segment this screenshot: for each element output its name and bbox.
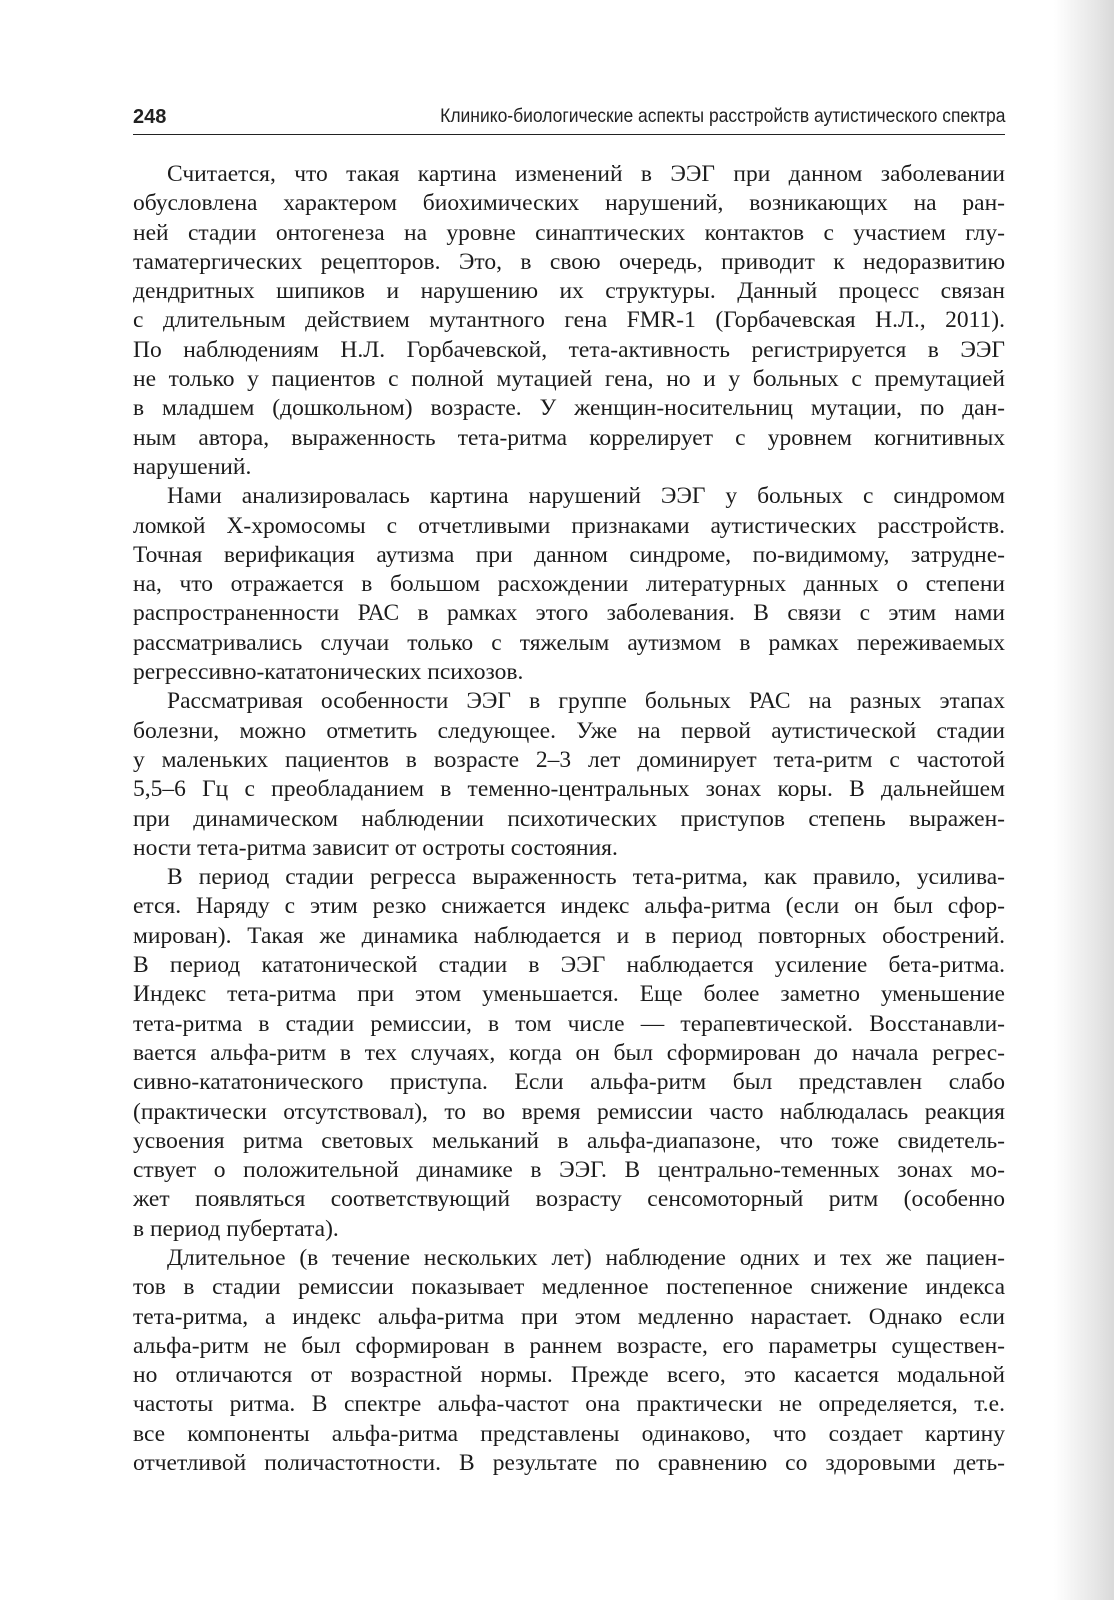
text-line: болезни, можно отметить следующее. Уже на первой аутистической стадии — [133, 717, 1005, 744]
page-number: 248 — [133, 106, 167, 128]
text-line: Считается, что такая картина изменений в ЭЭГ при данном заболевании — [167, 161, 1005, 187]
page-header — [133, 104, 1005, 135]
text-line: усвоения ритма световых мельканий в альфа-диапазоне, что тоже свидетель- — [133, 1127, 1005, 1154]
paragraph — [133, 482, 1005, 687]
text-line: ствует о положительной динамике в ЭЭГ. В центрально-теменных зонах мо- — [133, 1157, 1005, 1184]
page-edge-shadow — [1054, 0, 1114, 1600]
paragraph — [133, 687, 1005, 863]
text-line: Длительное (в течение нескольких лет) наблюдение одних и тех же пациен- — [167, 1244, 1005, 1271]
text-line: Нами анализировалась картина нарушений ЭЭГ у больных с синдромом — [167, 483, 1005, 510]
text-line: ется. Наряду с этим резко снижается индекс альфа-ритма (если он был сфор- — [133, 893, 1005, 920]
text-line: в младшем (дошкольном) возрасте. У женщин-носительниц мутации, по дан- — [133, 395, 1005, 422]
text-line: В период кататонической стадии в ЭЭГ наблюдается усиление бета-ритма. — [133, 952, 1005, 979]
text-line: тета-ритма, а индекс альфа-ритма при этом медленно нарастает. Однако если — [133, 1303, 1005, 1330]
text-line: но отличаются от возрастной нормы. Прежде всего, это касается модальной — [133, 1362, 1005, 1389]
text-line: жет появляться соответствующий возрасту сенсомоторный ритм (особенно — [133, 1186, 1005, 1213]
body-text — [133, 160, 1005, 1478]
text-line: частоты ритма. В спектре альфа-частот она практически не определяется, т.е. — [133, 1391, 1005, 1418]
text-line: все компоненты альфа-ритма представлены одинаково, что создает картину — [133, 1420, 1005, 1447]
text-line: сивно-кататонического приступа. Если альфа-ритм был представлен слабо — [133, 1069, 1005, 1096]
text-line: ней стадии онтогенеза на уровне синаптических контактов с участием глу- — [133, 219, 1005, 246]
text-line: вается альфа-ритм в тех случаях, когда он был сформирован до начала регрес- — [133, 1039, 1005, 1066]
text-line: тета-ритма в стадии ремиссии, в том числе — терапевтической. Восстанавли- — [133, 1010, 1005, 1037]
text-line: мирован). Такая же динамика наблюдается и в период повторных обострений. — [133, 922, 1005, 949]
text-line: нарушений. — [133, 453, 252, 480]
text-line: дендритных шипиков и нарушению их структуры. Данный процесс связан — [133, 278, 1005, 305]
paragraph — [133, 863, 1005, 1244]
paragraph — [133, 1244, 1005, 1478]
text-line: По наблюдениям Н.Л. Горбачевской, тета-активность регистрируется в ЭЭГ — [133, 336, 1005, 363]
text-line: с длительным действием мутантного гена FMR-1 (Горбачевская Н.Л., 2011). — [133, 307, 1005, 334]
text-line: на, что отражается в большом расхождении литературных данных о степени — [133, 571, 1005, 598]
text-line: альфа-ритм не был сформирован в раннем возрасте, его параметры существен- — [133, 1332, 1005, 1359]
text-line: ным автора, выраженность тета-ритма коррелирует с уровнем когнитивных — [133, 424, 1005, 451]
text-line: тов в стадии ремиссии показывает медленное постепенное снижение индекса — [133, 1274, 1005, 1301]
text-line: у маленьких пациентов в возрасте 2–3 лет доминирует тета-ритм с частотой — [133, 746, 1005, 773]
text-line: рассматривались случаи только с тяжелым аутизмом в рамках переживаемых — [133, 629, 1005, 656]
text-line: регрессивно-кататонических психозов. — [133, 659, 524, 686]
text-line: Рассматривая особенности ЭЭГ в группе больных РАС на разных этапах — [167, 688, 1005, 715]
text-line: В период стадии регресса выраженность тета-ритма, как правило, усилива- — [167, 864, 1005, 891]
running-title: Клинико-биологические аспекты расстройств аутистического спектра — [439, 106, 1005, 127]
paragraph — [133, 160, 1005, 482]
text-line: ломкой Х-хромосомы с отчетливыми признаками аутистических расстройств. — [133, 512, 1005, 539]
text-line: обусловлена характером биохимических нарушений, возникающих на ран- — [133, 190, 1005, 217]
text-line: 5,5–6 Гц с преобладанием в теменно-центральных зонах коры. В дальнейшем — [133, 776, 1005, 803]
text-line: таматергических рецепторов. Это, в свою очередь, приводит к недоразвитию — [133, 248, 1005, 275]
text-line: в период пубертата). — [133, 1215, 339, 1242]
text-line: Индекс тета-ритма при этом уменьшается. Еще более заметно уменьшение — [133, 981, 1005, 1008]
text-line: не только у пациентов с полной мутацией гена, но и у больных с премутацией — [133, 366, 1005, 393]
text-line: Точная верификация аутизма при данном синдроме, по-видимому, затрудне- — [133, 541, 1005, 568]
text-line: при динамическом наблюдении психотических приступов степень выражен- — [133, 805, 1005, 832]
text-line: отчетливой поличастотности. В результате по сравнению со здоровыми деть- — [133, 1450, 1005, 1477]
text-line: ности тета-ритма зависит от остроты состояния. — [133, 834, 618, 861]
text-line: (практически отсутствовал), то во время ремиссии часто наблюдалась реакция — [133, 1098, 1005, 1125]
text-line: распространенности РАС в рамках этого заболевания. В связи с этим нами — [133, 600, 1005, 627]
